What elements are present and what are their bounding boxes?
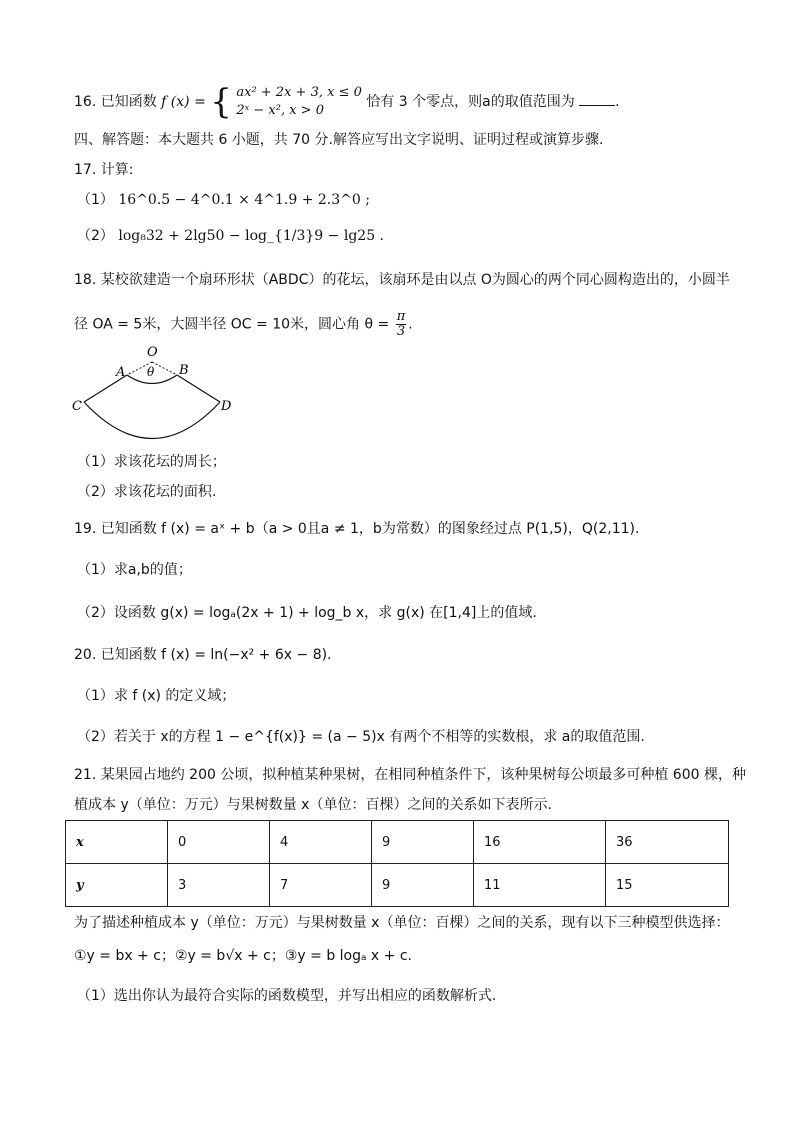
q20-part2: （2）若关于 x的方程 1 − e^{f(x)} = (a − 5)x 有两个不相等的实数根，求 a的取值范围.	[77, 729, 645, 745]
q19-part2: （2）设函数 g(x) = logₐ(2x + 1) + log_b x，求 g(x) 在[1,4]上的值域.	[77, 605, 537, 621]
q18-line2	[74, 310, 413, 339]
q17-p2-label: （2）	[77, 228, 114, 244]
section-heading: 四、解答题：本大题共 6 小题，共 70 分.解答应写出文字说明、证明过程或演算步骤.	[74, 132, 604, 148]
table-cell: 4	[270, 821, 372, 864]
q19-part1: （1）求a,b的值；	[77, 562, 192, 578]
table-row	[66, 821, 729, 864]
answer-blank[interactable]	[579, 91, 615, 106]
table-cell: 9	[372, 864, 474, 907]
q18-line1: 18. 某校欲建造一个扇环形状（ABDC）的花坛，该扇环是由以点 O为圆心的两个同心圆构造出的，小圆半	[74, 272, 730, 288]
q18-part1: （1）求该花坛的周长；	[77, 454, 226, 470]
q21-line2: 植成本 y（单位：万元）与果树数量 x（单位：百棵）之间的关系如下表所示.	[74, 797, 552, 813]
table-cell: 7	[270, 864, 372, 907]
q17-part1	[77, 190, 370, 210]
q21-line1: 21. 某果园占地约 200 公顷，拟种植某种果树，在相同种植条件下，该种果树每公顷最多可种植 600 棵，种	[74, 767, 746, 783]
data-table	[65, 820, 729, 907]
radius-OB	[152, 362, 177, 375]
frac-numerator: π	[396, 309, 406, 324]
q16-piece2: 2ˣ − x², x > 0	[236, 103, 324, 118]
q18-line2-text: 径 OA = 5米，大圆半径 OC = 10米，圆心角 θ =	[74, 316, 390, 333]
label-B: B	[179, 363, 189, 378]
q21-part1: （1）选出你认为最符合实际的函数模型，并写出相应的函数解析式.	[77, 988, 497, 1004]
label-A: A	[116, 365, 126, 380]
q18-part2: （2）求该花坛的面积.	[77, 484, 217, 500]
q16-end: .	[615, 94, 620, 110]
piecewise-cases	[236, 84, 362, 120]
table-cell: 0	[168, 821, 270, 864]
label-O: O	[147, 345, 158, 360]
left-brace-icon: {	[210, 82, 232, 122]
q17-p1-expr: 16^0.5 − 4^0.1 × 4^1.9 + 2.3^0 ;	[118, 192, 370, 208]
q17-p2-expr: log₈32 + 2lg50 − log_{1/3}9 − lg25 .	[118, 228, 384, 244]
label-D: D	[221, 399, 232, 414]
table-cell: 36	[606, 821, 729, 864]
table-cell: y	[66, 864, 168, 907]
table-cell: 11	[474, 864, 606, 907]
frac-denominator: 3	[396, 324, 406, 339]
table-cell: 16	[474, 821, 606, 864]
question-16	[74, 84, 620, 120]
q17-p1-label: （1）	[77, 192, 114, 208]
q18-line2-end: .	[408, 316, 413, 333]
table-cell: 3	[168, 864, 270, 907]
side-BD	[177, 375, 220, 402]
q21-line3: 为了描述种植成本 y（单位：万元）与果树数量 x（单位：百棵）之间的关系，现有以下三种模型供选择：	[74, 915, 730, 931]
table-row	[66, 864, 729, 907]
label-theta: θ	[147, 365, 155, 379]
q16-suffix: 恰有 3 个零点，则a的取值范围为	[366, 94, 575, 110]
q19-line1: 19. 已知函数 f (x) = aˣ + b（a > 0且a ≠ 1，b为常数）的图象经过点 P(1,5)，Q(2,11).	[74, 521, 640, 537]
table-cell: 9	[372, 821, 474, 864]
table-cell: 15	[606, 864, 729, 907]
q16-piece1: ax² + 2x + 3, x ≤ 0	[236, 85, 362, 100]
q20-line1: 20. 已知函数 f (x) = ln(−x² + 6x − 8).	[74, 647, 332, 663]
label-C: C	[72, 399, 82, 414]
q20-part1: （1）求 f (x) 的定义域；	[77, 688, 236, 704]
q16-fx: f (x) =	[161, 94, 206, 110]
q17-title: 17. 计算:	[74, 162, 134, 178]
table-cell: x	[66, 821, 168, 864]
q21-models: ①y = bx + c；②y = b√x + c；③y = b logₐ x + c.	[74, 948, 412, 964]
outer-arc	[84, 402, 220, 439]
q17-part2	[77, 226, 384, 246]
q16-prefix: 16. 已知函数	[74, 94, 157, 110]
pi-over-3-fraction	[396, 310, 407, 339]
sector-ring-figure	[60, 340, 260, 445]
